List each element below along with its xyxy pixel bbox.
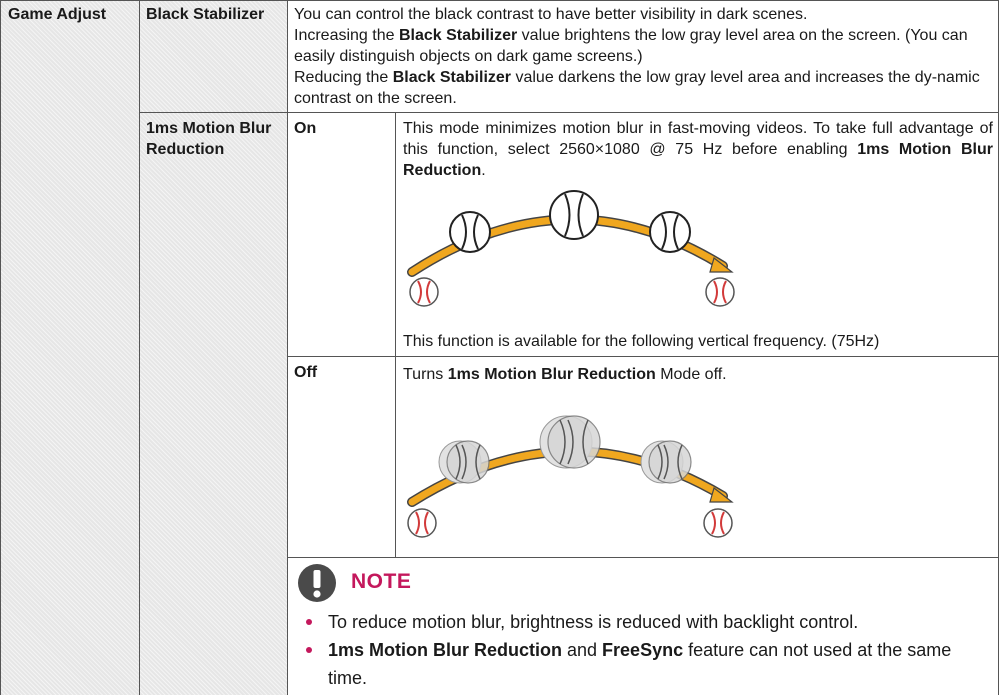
baseball-icon <box>650 212 690 252</box>
category-cell-bg <box>0 0 139 695</box>
motion-blur-on-label: On <box>294 120 317 137</box>
motion-blur-on-description: This mode minimizes motion blur in fast-moving videos. To take full advantage of this function, select 2560×1080 @ 75 Hz before enabling 1ms Motion Blur Reduction. <box>403 120 993 179</box>
black-stabilizer-label: Black Stabilizer <box>146 6 265 23</box>
black-stabilizer-line3: Reducing the Black Stabilizer value darkens the low gray level area and increases the dy-namic contrast on the screen. <box>294 69 980 107</box>
divider-row1 <box>139 112 999 113</box>
motion-blur-off-description: Turns 1ms Motion Blur Reduction Mode off. <box>403 366 727 383</box>
divider-row2 <box>288 356 999 357</box>
black-stabilizer-line2: Increasing the Black Stabilizer value brightens the low gray level area on the screen. (You can easily distinguish objects on dark game screens.) <box>294 27 968 65</box>
bullet-dot <box>306 619 312 625</box>
divider-col1 <box>139 0 140 695</box>
red-baseball-icon <box>408 509 436 537</box>
blurred-baseball-icon <box>641 441 691 483</box>
motion-blur-label: 1ms Motion Blur Reduction <box>146 120 272 158</box>
motion-blur-label-bg <box>139 112 288 695</box>
note-bullet-2: 1ms Motion Blur Reduction and FreeSync feature can not used at the same time. <box>306 636 986 692</box>
baseball-icon <box>450 212 490 252</box>
note-bullet-1: To reduce motion blur, brightness is reduced with backlight control. <box>306 608 986 636</box>
blurred-baseball-icon <box>439 441 489 483</box>
black-stabilizer-description <box>294 4 994 109</box>
red-baseball-icon <box>704 509 732 537</box>
category-label: Game Adjust <box>8 6 107 23</box>
motion-blur-on-availability: This function is available for the following vertical frequency. (75Hz) <box>403 333 880 350</box>
red-baseball-icon <box>410 278 438 306</box>
warning-icon <box>297 563 337 603</box>
note-list <box>306 608 986 692</box>
black-stabilizer-line1: You can control the black contrast to have better visibility in dark scenes. <box>294 6 808 23</box>
bullet-dot <box>306 647 312 653</box>
note-title: NOTE <box>351 570 412 593</box>
red-baseball-icon <box>706 278 734 306</box>
motion-blur-off-label: Off <box>294 364 318 381</box>
blurred-baseball-icon <box>540 416 600 468</box>
motion-blur-on-illustration <box>398 180 778 315</box>
divider-row3 <box>288 557 999 558</box>
border-top <box>0 0 999 1</box>
divider-col3 <box>395 112 396 557</box>
border-left <box>0 0 1 695</box>
divider-col2 <box>287 0 288 695</box>
motion-blur-off-illustration <box>398 408 778 543</box>
baseball-icon <box>550 191 598 239</box>
